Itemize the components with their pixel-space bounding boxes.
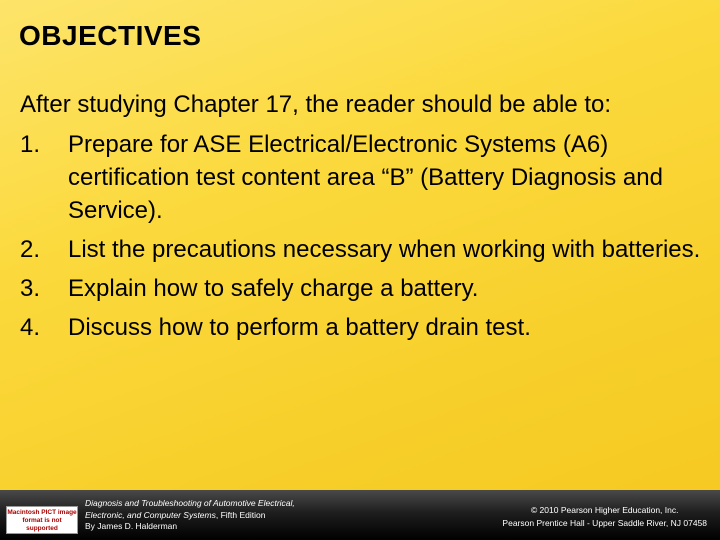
objectives-list: [20, 128, 710, 350]
book-author: By James D. Halderman: [85, 521, 178, 531]
objective-text: List the precautions necessary when working with batteries.: [68, 236, 701, 263]
objective-number: 4.: [20, 314, 41, 341]
objective-item: [20, 272, 710, 305]
objective-item: [20, 128, 710, 227]
objective-number: 1.: [20, 131, 41, 158]
copyright: [502, 504, 707, 529]
objective-number: 2.: [20, 236, 41, 263]
objective-text: Discuss how to perform a battery drain test.: [68, 314, 531, 341]
book-title-line2: Electronic, and Computer Systems: [85, 509, 216, 520]
copyright-line1: © 2010 Pearson Higher Education, Inc.: [530, 505, 679, 515]
objective-text: Explain how to safely charge a battery.: [68, 275, 479, 302]
objective-text: Prepare for ASE Electrical/Electronic Systems (A6) certification test content area “B” (Battery Diagnosis and Service).: [68, 131, 663, 224]
objective-item: [20, 233, 710, 266]
intro-text: After studying Chapter 17, the reader should be able to:: [20, 91, 612, 118]
footer-bar: [0, 490, 720, 540]
book-title-line1: Diagnosis and Troubleshooting of Automotive Electrical,: [85, 498, 295, 508]
book-edition: , Fifth Edition: [215, 509, 266, 520]
objective-number: 3.: [20, 275, 41, 302]
slide-title: OBJECTIVES: [19, 20, 202, 51]
copyright-line2: Pearson Prentice Hall - Upper Saddle River, NJ 07458: [502, 517, 707, 528]
book-citation: [85, 498, 375, 533]
objective-item: [20, 311, 710, 344]
publisher-logo-placeholder: Macintosh PICT image format is not supported: [6, 506, 78, 534]
